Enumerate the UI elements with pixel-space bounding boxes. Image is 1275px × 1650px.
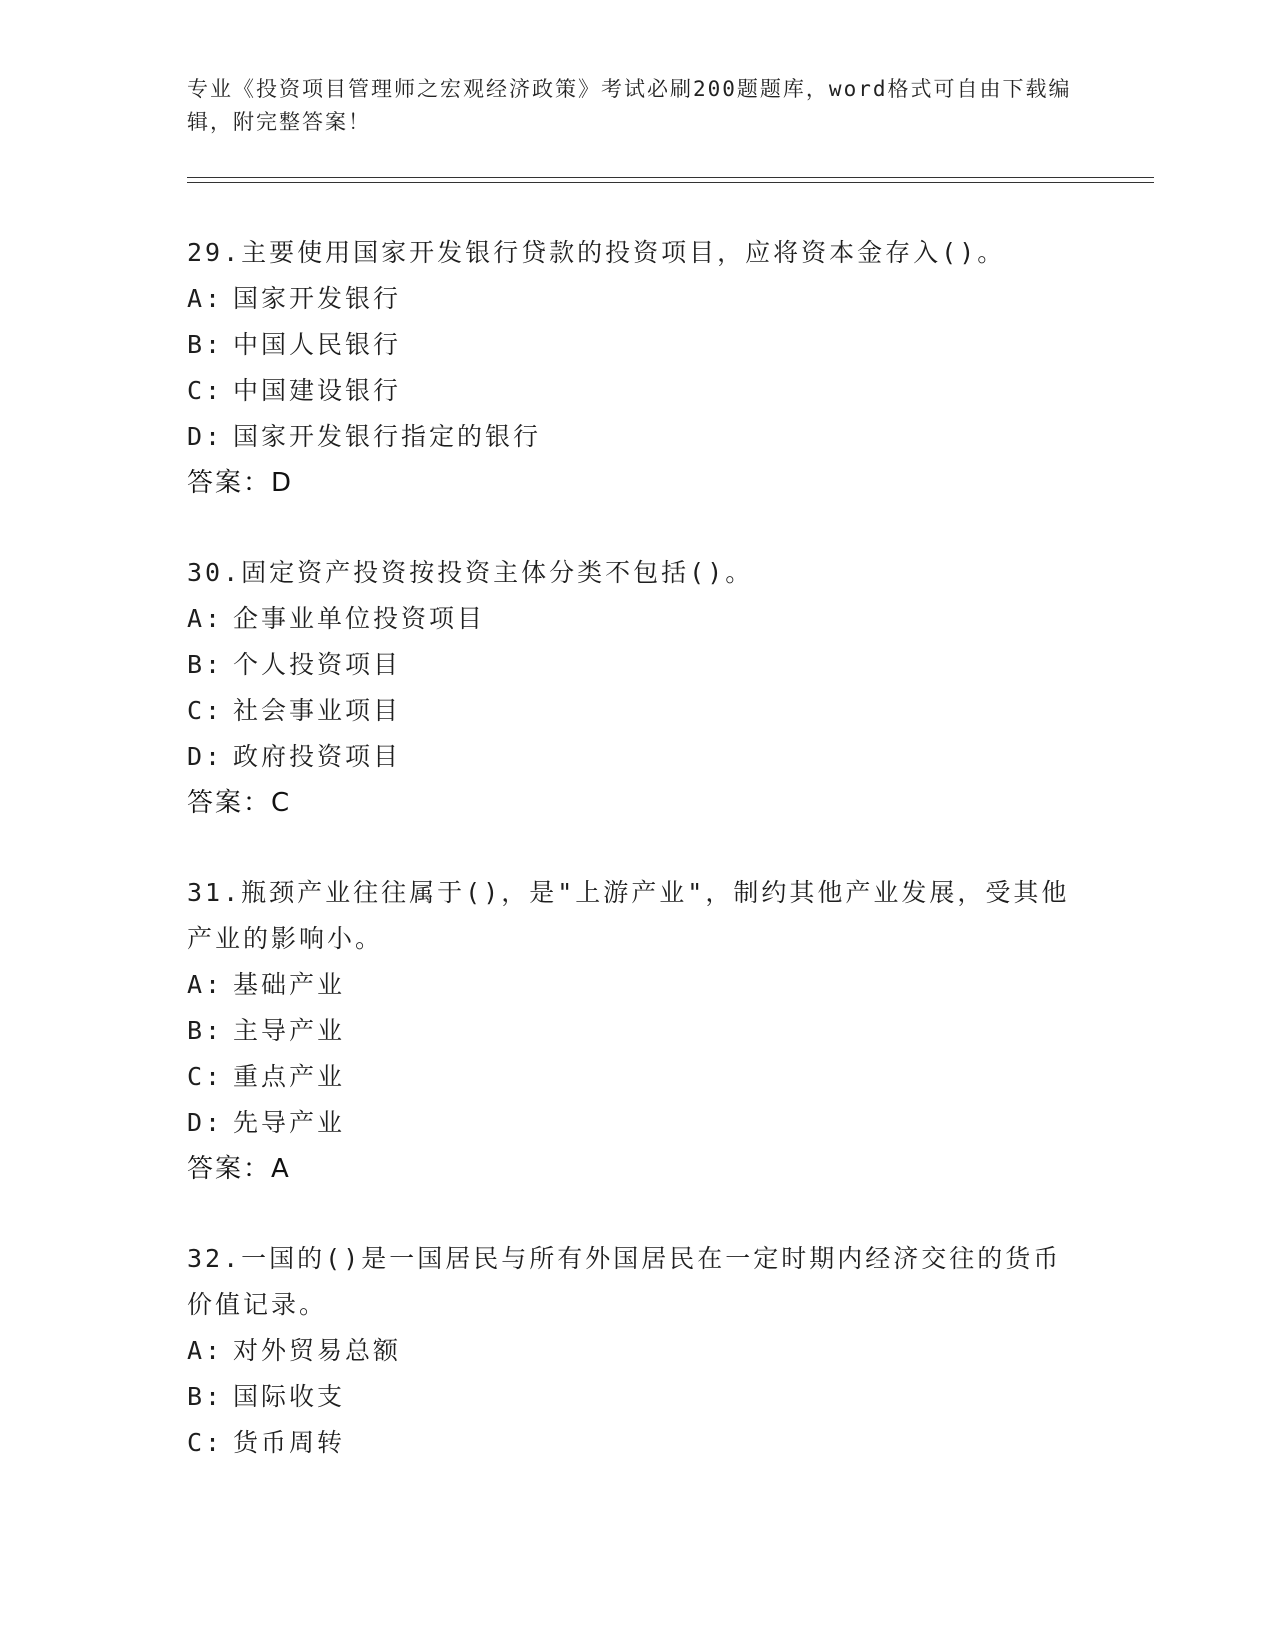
answer-line: 答案：D [187, 468, 294, 498]
option-letter: C: [187, 1428, 224, 1457]
option-text: 国家开发银行 [233, 284, 402, 313]
option-text: 中国人民银行 [233, 330, 402, 359]
option-letter: C: [187, 376, 224, 405]
option-text: 社会事业项目 [233, 696, 402, 725]
option-a [187, 276, 1087, 322]
option-letter: B: [187, 1382, 224, 1411]
option-letter: A: [187, 970, 224, 999]
option-letter: D: [187, 422, 224, 451]
option-letter: C: [187, 696, 224, 725]
question-30 [187, 550, 1087, 826]
option-c [187, 368, 1087, 414]
question-stem: 29.主要使用国家开发银行贷款的投资项目，应将资本金存入()。 [187, 238, 1006, 267]
answer-line: 答案：C [187, 788, 292, 818]
option-text: 主导产业 [233, 1016, 346, 1045]
option-a [187, 962, 1087, 1008]
option-d [187, 414, 1087, 460]
option-text: 政府投资项目 [233, 742, 402, 771]
question-stem: 32.一国的()是一国居民与所有外国居民在一定时期内经济交往的货币价值记录。 [187, 1244, 1062, 1319]
header-divider-top [187, 177, 1154, 178]
option-b [187, 642, 1087, 688]
option-b [187, 1008, 1087, 1054]
option-text: 企事业单位投资项目 [233, 604, 486, 633]
option-c [187, 1054, 1087, 1100]
option-b [187, 1374, 1087, 1420]
answer-line: 答案：A [187, 1154, 291, 1184]
option-text: 对外贸易总额 [233, 1336, 402, 1365]
option-text: 国家开发银行指定的银行 [233, 422, 542, 451]
question-stem: 30.固定资产投资按投资主体分类不包括()。 [187, 558, 754, 587]
question-31 [187, 870, 1087, 1192]
option-letter: B: [187, 650, 224, 679]
question-32 [187, 1236, 1087, 1466]
option-a [187, 1328, 1087, 1374]
option-text: 货币周转 [233, 1428, 346, 1457]
option-text: 中国建设银行 [233, 376, 402, 405]
option-c [187, 688, 1087, 734]
option-letter: B: [187, 330, 224, 359]
option-text: 基础产业 [233, 970, 346, 999]
question-29 [187, 230, 1087, 506]
option-b [187, 322, 1087, 368]
option-letter: A: [187, 1336, 224, 1365]
question-stem: 31.瓶颈产业往往属于()，是"上游产业"，制约其他产业发展，受其他产业的影响小。 [187, 878, 1070, 953]
option-a [187, 596, 1087, 642]
option-text: 先导产业 [233, 1108, 346, 1137]
question-list [187, 230, 1087, 1510]
option-letter: B: [187, 1016, 224, 1045]
document-header: 专业《投资项目管理师之宏观经济政策》考试必刷200题题库，word格式可自由下载编辑，附完整答案！ [187, 77, 1072, 134]
option-d [187, 1100, 1087, 1146]
option-text: 重点产业 [233, 1062, 346, 1091]
header-divider-bottom [187, 182, 1154, 183]
option-letter: C: [187, 1062, 224, 1091]
option-text: 个人投资项目 [233, 650, 402, 679]
option-letter: A: [187, 284, 224, 313]
option-c [187, 1420, 1087, 1466]
option-d [187, 734, 1087, 780]
option-letter: D: [187, 742, 224, 771]
option-letter: A: [187, 604, 224, 633]
option-text: 国际收支 [233, 1382, 346, 1411]
option-letter: D: [187, 1108, 224, 1137]
